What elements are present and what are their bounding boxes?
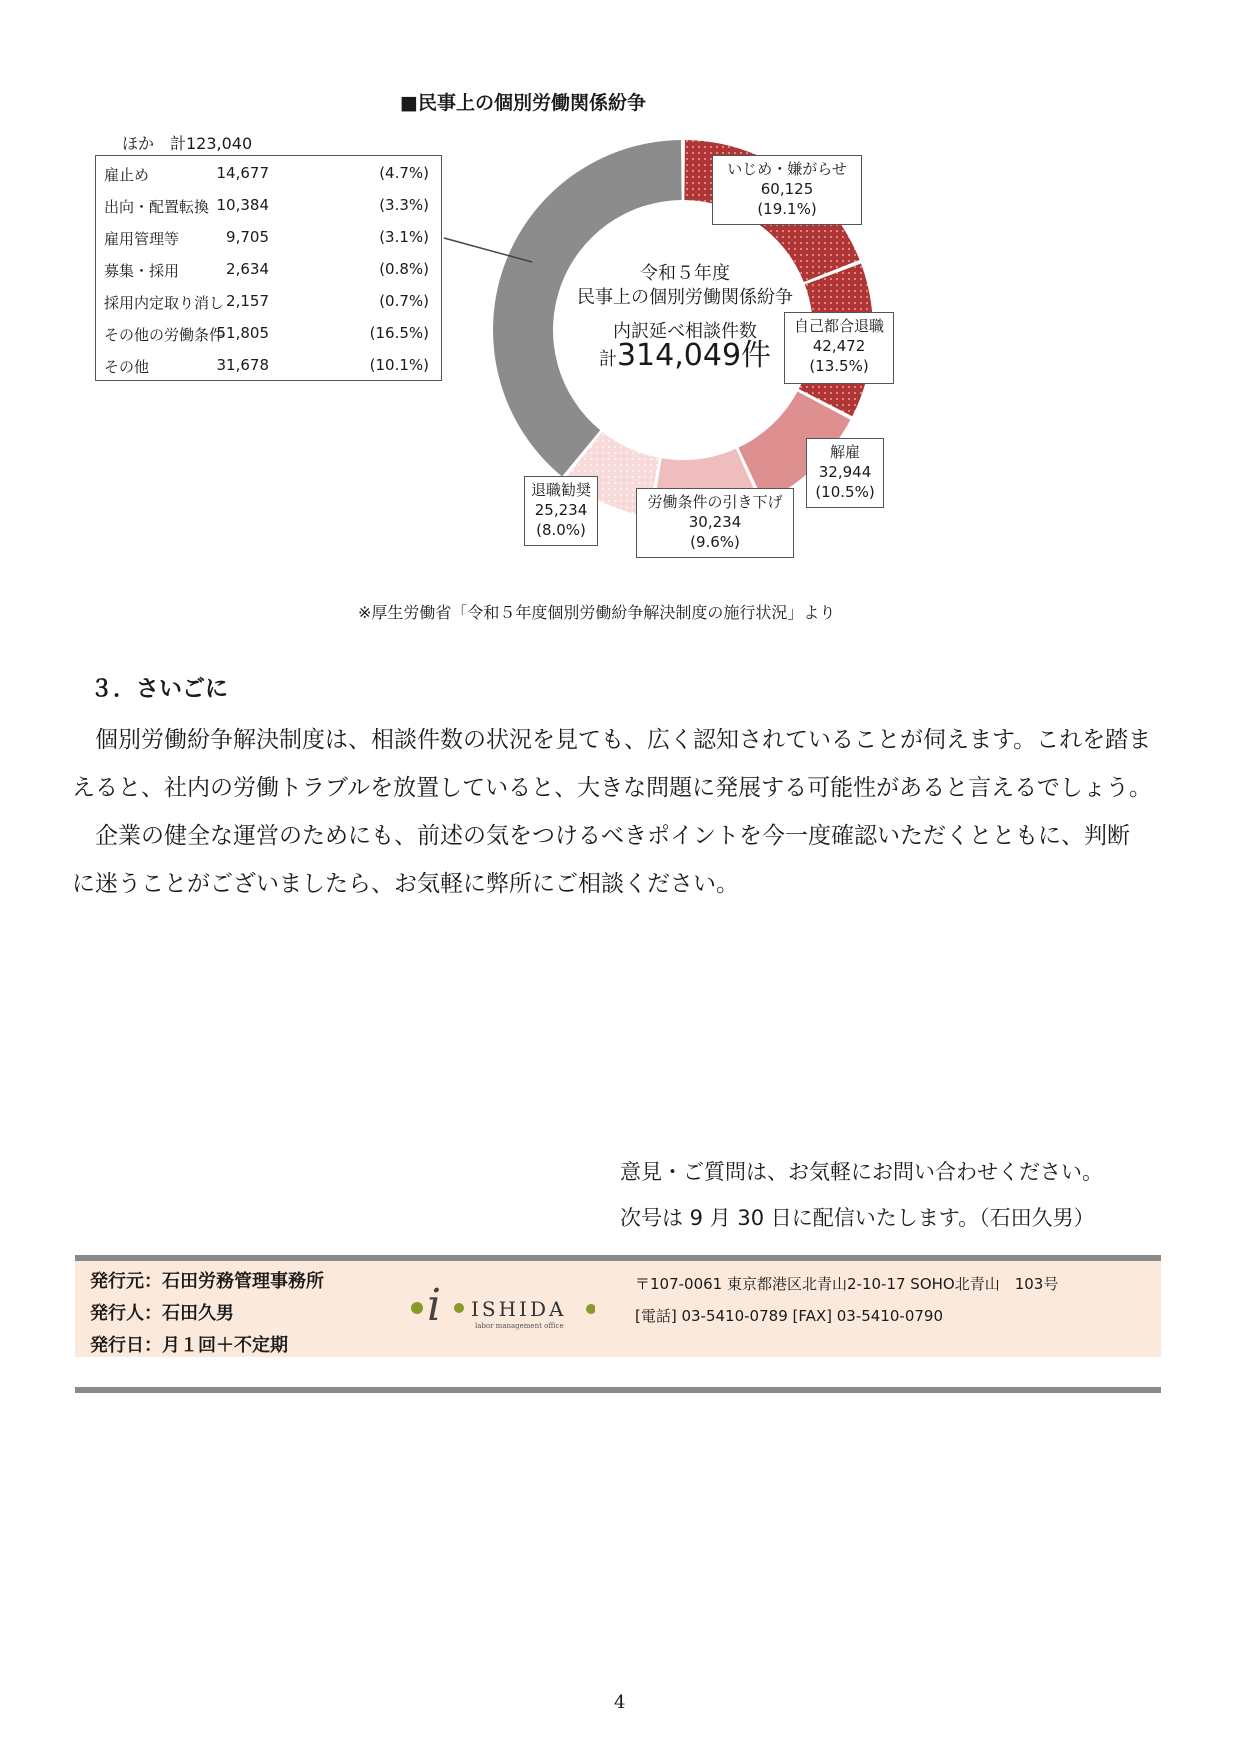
row-label: 募集・採用: [104, 262, 180, 280]
row-value: 9,705: [226, 228, 269, 246]
slice-label-name: 退職勧奨: [530, 481, 591, 499]
section-body: [72, 716, 1152, 908]
slice-label-value: 32,944: [818, 463, 872, 481]
slice-label-kaiko: [806, 438, 884, 508]
paragraph: 個別労働紛争解決制度は、相談件数の状況を見ても、広く認知されていることが伺えます。これを踏まえると、社内の労働トラブルを放置していると、大きな問題に発展する可能性があると言えるでしょう。: [72, 727, 1152, 801]
row-value: 51,805: [216, 324, 269, 342]
table-row: [96, 158, 441, 190]
slice-label-value: 42,472: [812, 337, 866, 355]
chart-title: ■民事上の個別労働関係紛争: [400, 92, 646, 114]
center-line3: 内訳延べ相談件数: [613, 321, 757, 342]
slice-label-name: 解雇: [829, 443, 860, 461]
page-number: 4: [614, 1692, 626, 1713]
row-value: 2,157: [226, 292, 269, 310]
row-value: 2,634: [226, 260, 269, 278]
slice-label-jiko: [784, 312, 894, 384]
row-label: 雇用管理等: [104, 230, 180, 248]
ishida-logo: [405, 1278, 595, 1338]
source-note: ※厚生労働省「令和５年度個別労働紛争解決制度の施行状況」より: [358, 603, 836, 622]
slice-label-value: 30,234: [688, 513, 742, 531]
slice-label-pct: (10.5%): [815, 483, 875, 501]
other-title: ほか 計123,040: [122, 134, 253, 153]
table-row: [96, 318, 441, 350]
table-row: [96, 286, 441, 318]
donut-center: [560, 262, 810, 372]
slice-label-ijime: [712, 155, 862, 225]
other-breakdown-table: [95, 155, 442, 381]
footer-contact-info: [635, 1268, 1058, 1332]
logo-subtext: labor management office: [475, 1322, 564, 1330]
closing-line2: 次号は 9 月 30 日に配信いたします。（石田久男）: [620, 1206, 1095, 1230]
row-pct: (0.8%): [379, 260, 429, 278]
closing-line1: 意見・ご質問は、お気軽にお問い合わせください。: [620, 1160, 1103, 1184]
center-line1: 令和５年度: [640, 263, 730, 284]
logo-text: ISHIDA: [471, 1297, 567, 1321]
footer-contact: [電話] 03-5410-0789 [FAX] 03-5410-0790: [635, 1307, 944, 1325]
slice-label-value: 60,125: [760, 180, 814, 198]
table-row: [96, 222, 441, 254]
row-pct: (3.3%): [379, 196, 429, 214]
footer-date: 発行日：月１回＋不定期: [90, 1335, 288, 1356]
slice-label-name: 労働条件の引き下げ: [647, 493, 783, 511]
slice-label-value: 25,234: [534, 501, 588, 519]
slice-label-pct: (9.6%): [690, 533, 740, 551]
slice-label-name: いじめ・嫌がらせ: [727, 160, 847, 178]
slice-label-pct: (19.1%): [757, 200, 817, 218]
row-value: 10,384: [216, 196, 269, 214]
row-label: 出向・配置転換: [104, 198, 210, 216]
row-pct: (4.7%): [379, 164, 429, 182]
center-line2: 民事上の個別労働関係紛争: [577, 287, 793, 308]
row-pct: (3.1%): [379, 228, 429, 246]
paragraph: 企業の健全な運営のためにも、前述の気をつけるべきポイントを今一度確認いただくとともに、判断に迷うことがございましたら、お気軽に弊所にご相談ください。: [72, 823, 1130, 897]
row-label: その他: [104, 358, 150, 376]
svg-text:i: i: [427, 1280, 442, 1331]
footer-divider-bottom: [75, 1387, 1161, 1393]
table-row: [96, 190, 441, 222]
slice-label-pct: (8.0%): [536, 521, 586, 539]
table-row: [96, 254, 441, 286]
footer-person: 発行人：石田久男: [90, 1303, 234, 1324]
row-pct: (0.7%): [379, 292, 429, 310]
footer-address: 〒107-0061 東京都港区北青山2-10-17 SOHO北青山 103号: [635, 1275, 1059, 1293]
row-label: 雇止め: [104, 166, 150, 184]
table-row: [96, 350, 441, 382]
slice-label-hikisage: [636, 488, 794, 558]
row-pct: (10.1%): [369, 356, 429, 374]
footer-publisher: 発行元：石田労務管理事務所: [90, 1271, 324, 1292]
row-value: 31,678: [216, 356, 269, 374]
footer-publisher-info: [90, 1266, 324, 1362]
section-heading: ３．さいごに: [90, 676, 228, 702]
slice-label-pct: (13.5%): [809, 357, 869, 375]
center-total-prefix: 計: [598, 349, 617, 370]
center-total: 314,049件: [616, 338, 772, 373]
row-value: 14,677: [216, 164, 269, 182]
slice-label-name: 自己都合退職: [793, 317, 884, 335]
row-label: その他の労働条件: [104, 326, 225, 344]
row-pct: (16.5%): [369, 324, 429, 342]
slice-label-kansho: [524, 476, 598, 546]
row-label: 採用内定取り消し: [104, 294, 225, 312]
